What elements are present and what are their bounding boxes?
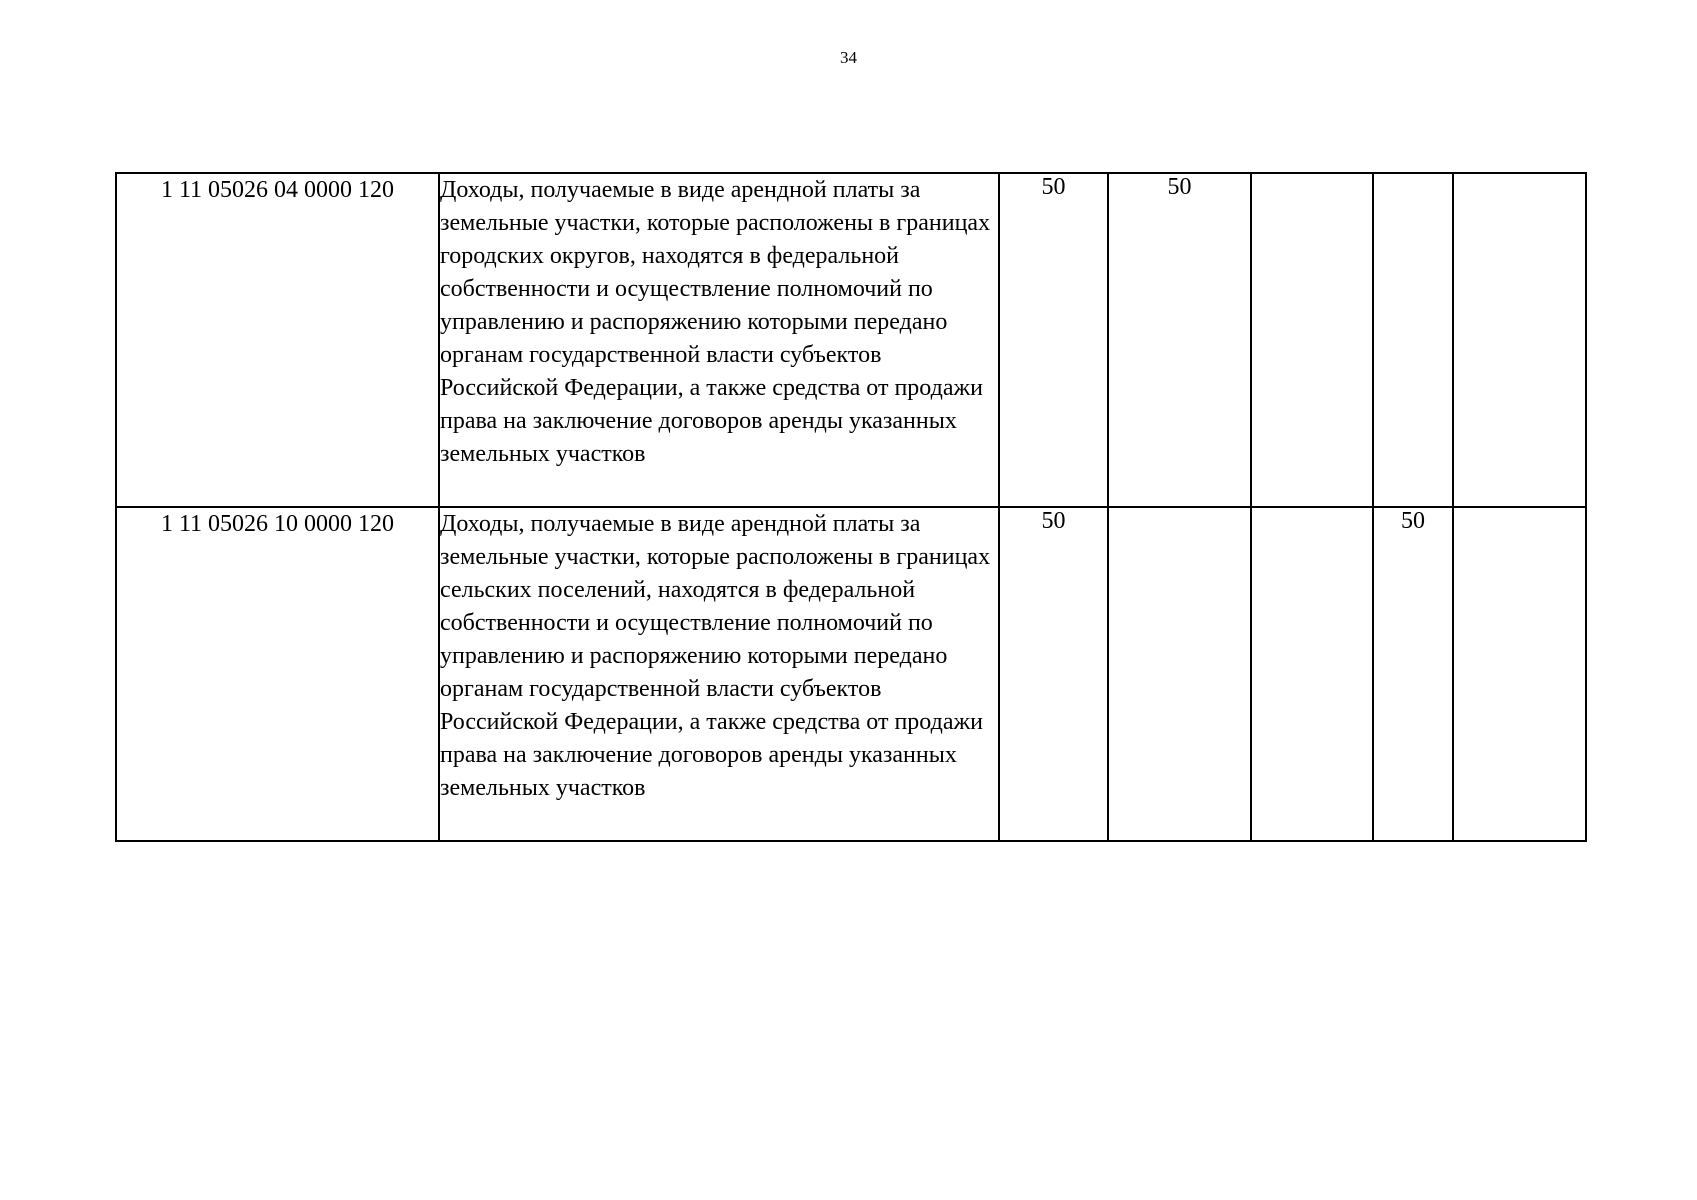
value-cell-4	[1373, 173, 1453, 507]
revenue-description-cell: Доходы, получаемые в виде арендной платы за земельные участки, которые расположены в границах городских округов, находятся в федеральной собственности и осуществление полномочий по управлению и распоряжению которыми передано органам государственной власти субъектов Российской Федерации, а также средства от продажи права на заключение договоров аренды указанных земельных участков	[439, 173, 999, 507]
value-cell-4: 50	[1373, 507, 1453, 841]
revenue-code-cell: 1 11 05026 10 0000 120	[116, 507, 439, 841]
table-row	[116, 173, 1586, 507]
page-number: 34	[840, 48, 857, 67]
revenue-description-cell: Доходы, получаемые в виде арендной платы за земельные участки, которые расположены в границах сельских поселений, находятся в федеральной собственности и осуществление полномочий по управлению и распоряжению которыми передано органам государственной власти субъектов Российской Федерации, а также средства от продажи права на заключение договоров аренды указанных земельных участков	[439, 507, 999, 841]
value-cell-5	[1453, 173, 1586, 507]
value-cell-3	[1251, 507, 1373, 841]
value-cell-3	[1251, 173, 1373, 507]
value-cell-2	[1108, 507, 1251, 841]
value-cell-1: 50	[999, 507, 1108, 841]
value-cell-2: 50	[1108, 173, 1251, 507]
value-cell-1: 50	[999, 173, 1108, 507]
revenue-code-cell: 1 11 05026 04 0000 120	[116, 173, 439, 507]
value-cell-5	[1453, 507, 1586, 841]
table-row	[116, 507, 1586, 841]
budget-revenue-table	[115, 172, 1587, 842]
